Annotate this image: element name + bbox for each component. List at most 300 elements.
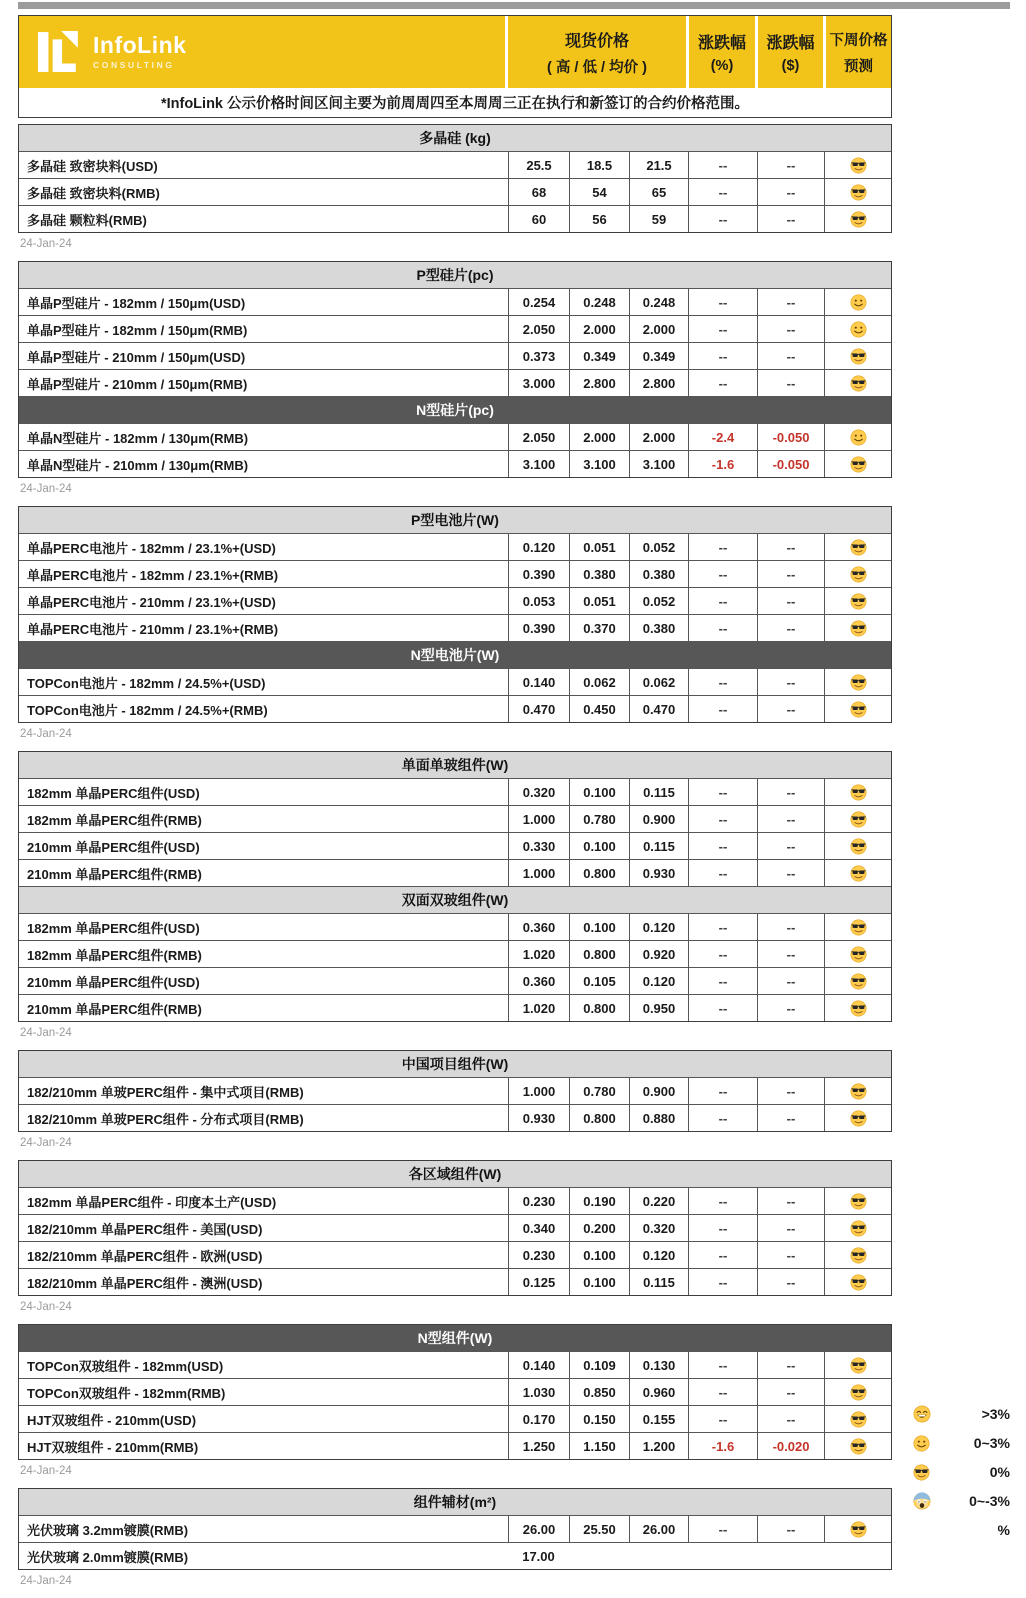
forecast-cell: [824, 1215, 891, 1241]
product-name: 单晶N型硅片 - 210mm / 130μm(RMB): [27, 457, 249, 473]
sunglasses-emoji-icon: [850, 539, 867, 556]
change-percent: --: [688, 1352, 757, 1378]
price-high: 1.000: [508, 1078, 569, 1104]
product-name: 210mm 单晶PERC组件(USD): [27, 839, 200, 855]
product-name: 182mm 单晶PERC组件(RMB): [27, 947, 202, 963]
price-low: 2.800: [569, 370, 629, 396]
change-usd: --: [757, 1188, 824, 1214]
price-avg: 0.920: [629, 941, 688, 967]
forecast-cell: [824, 941, 891, 967]
table-row: [19, 1268, 891, 1295]
change-usd: --: [757, 343, 824, 369]
sunglasses-emoji-icon: [850, 1220, 867, 1237]
price-table-block: [18, 261, 892, 478]
date-label: 24-Jan-24: [20, 728, 72, 740]
section-header: 单面单玻组件(W): [19, 752, 891, 778]
forecast-cell: [824, 534, 891, 560]
sunglasses-emoji-icon: [850, 865, 867, 882]
product-name: 210mm 单晶PERC组件(RMB): [27, 1001, 202, 1017]
price-high: 2.050: [508, 316, 569, 342]
price-low: 0.380: [569, 561, 629, 587]
forecast-cell: [824, 1433, 891, 1459]
forecast-cell: [824, 1242, 891, 1268]
price-avg: 0.120: [629, 914, 688, 940]
table-row: [19, 668, 891, 695]
change-percent: --: [688, 206, 757, 232]
price-avg: 0.950: [629, 995, 688, 1021]
change-usd: --: [757, 1215, 824, 1241]
forecast-cell: [824, 1379, 891, 1405]
forecast-cell: [824, 1406, 891, 1432]
sunglasses-emoji-icon: [850, 1438, 867, 1455]
infolink-logo: [19, 16, 505, 88]
price-high: 0.360: [508, 914, 569, 940]
price-high: 2.050: [508, 424, 569, 450]
price-high: 0.360: [508, 968, 569, 994]
product-name: HJT双玻组件 - 210mm(USD): [27, 1412, 197, 1428]
price-low: 2.000: [569, 424, 629, 450]
change-percent: --: [688, 1269, 757, 1295]
change-percent: --: [688, 561, 757, 587]
price-low: 0.800: [569, 995, 629, 1021]
price-avg: 2.800: [629, 370, 688, 396]
price-period-note: *InfoLink 公示价格时间区间主要为前周周四至本周周三正在执行和新签订的合约价格范围。: [19, 88, 891, 117]
forecast-cell: [824, 806, 891, 832]
product-name: 单晶PERC电池片 - 182mm / 23.1%+(USD): [27, 540, 276, 556]
price-high: 0.373: [508, 343, 569, 369]
price-high: 26.00: [508, 1516, 569, 1542]
table-row: [19, 967, 891, 994]
table-row: [19, 805, 891, 832]
forecast-cell: [824, 179, 891, 205]
product-name: 210mm 单晶PERC组件(RMB): [27, 866, 202, 882]
table-row: [19, 533, 891, 560]
sunglasses-emoji-icon: [850, 184, 867, 201]
section-header: 各区域组件(W): [19, 1161, 891, 1187]
table-row: [19, 151, 891, 178]
change-usd: --: [757, 696, 824, 722]
sunglasses-emoji-icon: [850, 674, 867, 691]
forecast-cell: [824, 343, 891, 369]
product-name: 单晶PERC电池片 - 182mm / 23.1%+(RMB): [27, 567, 279, 583]
price-high: 3.100: [508, 451, 569, 477]
change-usd: -0.050: [757, 424, 824, 450]
sunglasses-emoji-icon: [850, 919, 867, 936]
change-usd: --: [757, 1352, 824, 1378]
price-low: 0.105: [569, 968, 629, 994]
change-usd: --: [757, 1406, 824, 1432]
table-row: [19, 695, 891, 722]
change-percent: --: [688, 779, 757, 805]
change-usd-unit: ($): [781, 58, 800, 74]
forecast-cell: [824, 152, 891, 178]
sunglasses-emoji-icon: [850, 211, 867, 228]
change-usd: --: [757, 370, 824, 396]
spot-price-subtitle: ( 高 / 低 / 均价 ): [547, 59, 647, 76]
smile-emoji-icon: [850, 294, 867, 311]
legend-label: %: [997, 1522, 1010, 1538]
product-name: 多晶硅 致密块料(RMB): [27, 185, 160, 201]
change-usd: --: [757, 806, 824, 832]
change-percent: --: [688, 289, 757, 315]
forecast-title-line2: 预测: [844, 58, 873, 75]
product-name: 单晶N型硅片 - 182mm / 130μm(RMB): [27, 430, 249, 446]
product-name: 单晶PERC电池片 - 210mm / 23.1%+(USD): [27, 594, 276, 610]
change-pct-unit: (%): [710, 58, 734, 74]
date-label: 24-Jan-24: [20, 238, 72, 250]
section-header: N型电池片(W): [19, 641, 891, 668]
price-high: 0.120: [508, 534, 569, 560]
product-name: 182mm 单晶PERC组件(USD): [27, 920, 200, 936]
table-row: [19, 1432, 891, 1459]
forecast-cell: [824, 561, 891, 587]
price-high: 17.00: [522, 1548, 555, 1564]
change-usd: --: [757, 860, 824, 886]
date-label: 24-Jan-24: [20, 1465, 72, 1477]
sunglasses-emoji-icon: [850, 157, 867, 174]
price-high: 1.000: [508, 806, 569, 832]
section-header: 双面双玻组件(W): [19, 886, 891, 913]
legend-item: [913, 1432, 1010, 1454]
sunglasses-emoji-icon: [850, 1000, 867, 1017]
product-name: 182mm 单晶PERC组件 - 印度本土产(USD): [27, 1194, 277, 1210]
product-name: TOPCon电池片 - 182mm / 24.5%+(USD): [27, 675, 266, 691]
price-low: 2.000: [569, 316, 629, 342]
price-high: 0.140: [508, 669, 569, 695]
change-usd: --: [757, 561, 824, 587]
change-percent: -1.6: [688, 451, 757, 477]
change-percent: --: [688, 833, 757, 859]
price-avg: 0.380: [629, 561, 688, 587]
change-percent: --: [688, 179, 757, 205]
table-row: [19, 913, 891, 940]
change-usd: [757, 1543, 824, 1569]
change-usd: --: [757, 941, 824, 967]
price-high: 1.030: [508, 1379, 569, 1405]
sunglasses-emoji-icon: [850, 811, 867, 828]
table-row: [19, 1187, 891, 1214]
price-high: 1.020: [508, 995, 569, 1021]
price-avg: 26.00: [629, 1516, 688, 1542]
forecast-cell: [824, 696, 891, 722]
product-name: 182mm 单晶PERC组件(USD): [27, 785, 200, 801]
infolink-logo-text: [93, 34, 186, 70]
table-row: [19, 342, 891, 369]
sunglasses-emoji-icon: [850, 1083, 867, 1100]
price-low: 0.062: [569, 669, 629, 695]
product-name: 单晶P型硅片 - 210mm / 150μm(USD): [27, 349, 246, 365]
price-low: 0.051: [569, 534, 629, 560]
sunglasses-emoji-icon: [850, 375, 867, 392]
table-row: [19, 1405, 891, 1432]
section-header: P型硅片(pc): [19, 262, 891, 288]
price-table-block: [18, 124, 892, 233]
change-percent: --: [688, 1406, 757, 1432]
table-row: [19, 315, 891, 342]
price-avg: 0.470: [629, 696, 688, 722]
price-high: 0.230: [508, 1188, 569, 1214]
table-row: [19, 587, 891, 614]
table-row: [19, 1351, 891, 1378]
price-low: 0.190: [569, 1188, 629, 1214]
forecast-cell: [824, 1105, 891, 1131]
sunglasses-emoji-icon: [850, 593, 867, 610]
change-usd: --: [757, 1269, 824, 1295]
section-header: 组件辅材(m²): [19, 1489, 891, 1515]
price-high: 3.000: [508, 370, 569, 396]
price-avg: 0.248: [629, 289, 688, 315]
forecast-cell: [824, 289, 891, 315]
legend-label: 0~3%: [973, 1435, 1010, 1451]
price-avg: 0.900: [629, 806, 688, 832]
price-table-block: [18, 1324, 892, 1460]
change-percent: --: [688, 615, 757, 641]
price-high: 68: [508, 179, 569, 205]
price-low: [569, 1543, 629, 1569]
forecast-cell: [824, 1188, 891, 1214]
change-percent: --: [688, 152, 757, 178]
change-percent: --: [688, 696, 757, 722]
section-header: N型组件(W): [19, 1325, 891, 1351]
forecast-cell: [824, 995, 891, 1021]
price-sheet-content: [18, 15, 892, 1598]
price-table-block: [18, 506, 892, 723]
change-percent: --: [688, 995, 757, 1021]
price-table-block: [18, 751, 892, 1022]
change-usd: --: [757, 833, 824, 859]
change-percent: -1.6: [688, 1433, 757, 1459]
price-avg: 0.155: [629, 1406, 688, 1432]
product-name: 单晶P型硅片 - 210mm / 150μm(RMB): [27, 376, 248, 392]
price-avg: 0.052: [629, 534, 688, 560]
sunglasses-emoji-icon: [850, 838, 867, 855]
smile-emoji-icon: [913, 1435, 930, 1452]
product-name: 182/210mm 单晶PERC组件 - 澳洲(USD): [27, 1275, 263, 1291]
forecast-cell: [824, 1543, 891, 1569]
price-high: 60: [508, 206, 569, 232]
change-percent: --: [688, 860, 757, 886]
price-avg: 0.349: [629, 343, 688, 369]
price-low: 0.800: [569, 941, 629, 967]
forecast-cell: [824, 588, 891, 614]
price-high: 0.930: [508, 1105, 569, 1131]
change-percent: --: [688, 534, 757, 560]
sunglasses-emoji-icon: [850, 973, 867, 990]
change-percent: --: [688, 669, 757, 695]
price-high: 25.5: [508, 152, 569, 178]
price-avg: 0.320: [629, 1215, 688, 1241]
change-percent: --: [688, 1242, 757, 1268]
change-pct-title: 涨跌幅: [697, 35, 746, 52]
product-name: TOPCon电池片 - 182mm / 24.5%+(RMB): [27, 702, 268, 718]
table-row: [19, 369, 891, 396]
table-row: [19, 778, 891, 805]
legend-label: >3%: [981, 1406, 1010, 1422]
legend-label: 0~-3%: [969, 1493, 1010, 1509]
change-percent: -2.4: [688, 424, 757, 450]
table-header-row: [19, 16, 891, 88]
price-avg: [629, 1543, 688, 1569]
price-high: 0.254: [508, 289, 569, 315]
price-high: 0.320: [508, 779, 569, 805]
change-usd: --: [757, 669, 824, 695]
date-label: 24-Jan-24: [20, 1137, 72, 1149]
product-name: 光伏玻璃 2.0mm镀膜(RMB): [27, 1549, 189, 1565]
table-row: [19, 1104, 891, 1131]
change-usd: --: [757, 1105, 824, 1131]
sunglasses-emoji-icon: [850, 1193, 867, 1210]
forecast-cell: [824, 968, 891, 994]
sunglasses-emoji-icon: [850, 348, 867, 365]
forecast-cell: [824, 451, 891, 477]
date-label: 24-Jan-24: [20, 1027, 72, 1039]
price-avg: 0.120: [629, 968, 688, 994]
table-row: [19, 1214, 891, 1241]
product-name: 单晶P型硅片 - 182mm / 150μm(USD): [27, 295, 246, 311]
sunglasses-emoji-icon: [850, 1274, 867, 1291]
price-high: 1.000: [508, 860, 569, 886]
price-high: 0.330: [508, 833, 569, 859]
date-label: 24-Jan-24: [20, 1301, 72, 1313]
price-low: 0.051: [569, 588, 629, 614]
change-percent: --: [688, 343, 757, 369]
product-name: 182/210mm 单玻PERC组件 - 分布式项目(RMB): [27, 1111, 304, 1127]
price-high: 0.470: [508, 696, 569, 722]
smile-emoji-icon: [850, 429, 867, 446]
forecast-legend: [913, 1403, 1010, 1541]
column-header-change-usd: [758, 16, 823, 88]
forecast-cell: [824, 1269, 891, 1295]
legend-label: 0%: [989, 1464, 1010, 1480]
product-name: 多晶硅 颗粒料(RMB): [27, 212, 147, 228]
section-header: 中国项目组件(W): [19, 1051, 891, 1077]
sunglasses-emoji-icon: [850, 1110, 867, 1127]
price-low: 0.100: [569, 1269, 629, 1295]
price-low: 25.50: [569, 1516, 629, 1542]
forecast-cell: [824, 206, 891, 232]
change-percent: --: [688, 1105, 757, 1131]
change-usd: --: [757, 779, 824, 805]
price-avg: 0.115: [629, 1269, 688, 1295]
change-usd: --: [757, 914, 824, 940]
change-usd: -0.020: [757, 1433, 824, 1459]
price-low: 0.150: [569, 1406, 629, 1432]
price-low: 0.800: [569, 860, 629, 886]
price-high: 0.390: [508, 615, 569, 641]
forecast-cell: [824, 316, 891, 342]
price-avg: 0.130: [629, 1352, 688, 1378]
table-row: [19, 288, 891, 315]
change-usd: --: [757, 615, 824, 641]
change-usd: --: [757, 588, 824, 614]
price-high: 0.140: [508, 1352, 569, 1378]
table-header-block: [18, 15, 892, 118]
sunglasses-emoji-icon: [850, 1411, 867, 1428]
column-header-change-pct: [689, 16, 755, 88]
price-avg: 59: [629, 206, 688, 232]
price-low: 0.100: [569, 914, 629, 940]
table-row: [19, 940, 891, 967]
sunglasses-emoji-icon: [850, 1521, 867, 1538]
change-usd: --: [757, 316, 824, 342]
change-usd: --: [757, 179, 824, 205]
logo-subtitle: CONSULTING: [93, 60, 175, 70]
forecast-cell: [824, 779, 891, 805]
smile-emoji-icon: [850, 321, 867, 338]
forecast-cell: [824, 424, 891, 450]
forecast-cell: [824, 669, 891, 695]
product-name: TOPCon双玻组件 - 182mm(RMB): [27, 1385, 226, 1401]
price-avg: 65: [629, 179, 688, 205]
table-row: [19, 450, 891, 477]
price-table-block: [18, 1160, 892, 1296]
table-row: [19, 178, 891, 205]
product-name: 光伏玻璃 3.2mm镀膜(RMB): [27, 1522, 189, 1538]
column-header-spot-price: [508, 16, 686, 88]
sunglasses-emoji-icon: [850, 456, 867, 473]
change-percent: --: [688, 1215, 757, 1241]
price-low: 54: [569, 179, 629, 205]
table-row: [19, 614, 891, 641]
change-percent: --: [688, 1188, 757, 1214]
price-low: 18.5: [569, 152, 629, 178]
table-row: [19, 994, 891, 1021]
table-row: [19, 832, 891, 859]
price-low: 56: [569, 206, 629, 232]
date-label: 24-Jan-24: [20, 483, 72, 495]
price-avg: 0.052: [629, 588, 688, 614]
price-avg: 0.115: [629, 833, 688, 859]
price-avg: 0.960: [629, 1379, 688, 1405]
price-low: 1.150: [569, 1433, 629, 1459]
change-usd: --: [757, 968, 824, 994]
sunglasses-emoji-icon: [850, 784, 867, 801]
grin-emoji-icon: [913, 1405, 931, 1423]
price-avg: 0.220: [629, 1188, 688, 1214]
price-low: 0.100: [569, 779, 629, 805]
forecast-cell: [824, 860, 891, 886]
price-high: 0.390: [508, 561, 569, 587]
price-avg: 3.100: [629, 451, 688, 477]
change-percent: --: [688, 1379, 757, 1405]
sunglasses-emoji-icon: [850, 1247, 867, 1264]
change-usd-title: 涨跌幅: [766, 35, 815, 52]
price-avg: 0.115: [629, 779, 688, 805]
change-percent: --: [688, 588, 757, 614]
change-percent: --: [688, 968, 757, 994]
change-percent: --: [688, 1078, 757, 1104]
price-table-block: [18, 1488, 892, 1570]
change-percent: --: [688, 914, 757, 940]
price-high: 0.053: [508, 588, 569, 614]
price-high: 0.170: [508, 1406, 569, 1432]
forecast-cell: [824, 1078, 891, 1104]
price-low: 0.780: [569, 1078, 629, 1104]
price-avg: 0.120: [629, 1242, 688, 1268]
product-name: HJT双玻组件 - 210mm(RMB): [27, 1439, 199, 1455]
table-row: [19, 1515, 891, 1542]
change-usd: --: [757, 1379, 824, 1405]
price-low: 0.780: [569, 806, 629, 832]
price-table-blocks: [18, 124, 892, 1598]
price-avg: 0.880: [629, 1105, 688, 1131]
legend-item: [913, 1519, 1010, 1541]
table-row: [19, 1542, 891, 1569]
table-row: [19, 1378, 891, 1405]
price-high: 0.340: [508, 1215, 569, 1241]
change-usd: --: [757, 1242, 824, 1268]
top-strip: [18, 2, 1010, 9]
